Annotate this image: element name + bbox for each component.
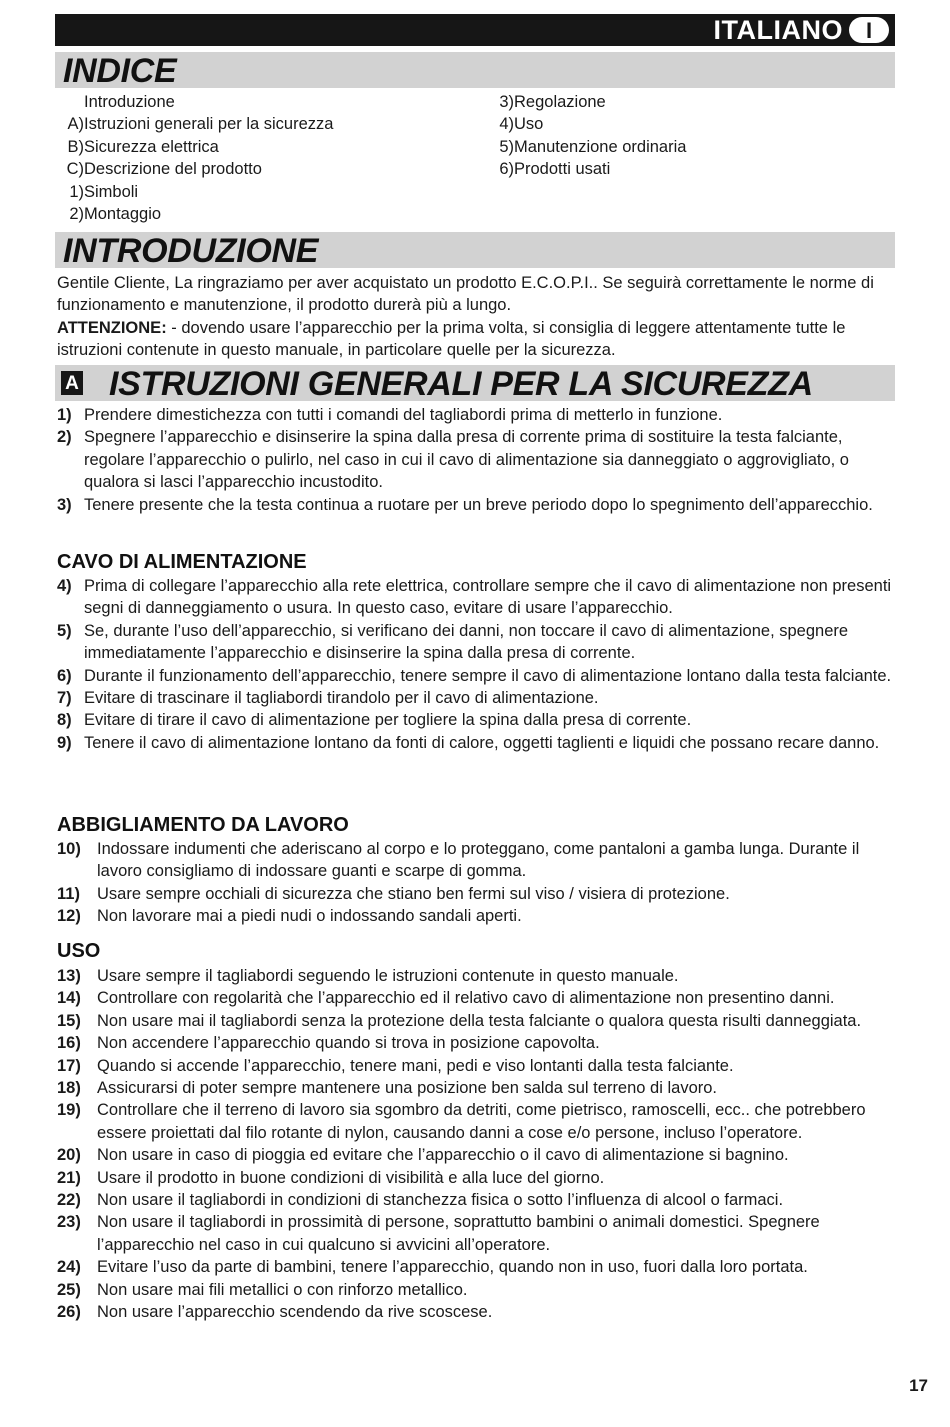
list-item xyxy=(57,575,905,620)
toc-entry xyxy=(56,136,333,158)
list-item-text: Non usare mai fili metallici o con rinforzo metallico. xyxy=(97,1280,468,1299)
toc-entry-label: Istruzioni generali per la sicurezza xyxy=(84,115,334,134)
list-item xyxy=(57,965,905,987)
list-item-text: Evitare di tirare il cavo di alimentazione per togliere la spina dalla presa di corrente. xyxy=(84,711,692,730)
list-item-number: 16) xyxy=(57,1034,81,1053)
list-item xyxy=(57,1279,905,1301)
list-item-number: 12) xyxy=(57,907,81,926)
toc-entry xyxy=(486,91,686,113)
list-item-number: 11) xyxy=(57,884,80,903)
toc-left-column xyxy=(56,91,333,225)
section-letter-badge: A xyxy=(61,371,83,395)
toc-entry xyxy=(486,158,686,180)
list-item xyxy=(57,1301,905,1323)
list-item-text: Non usare l’apparecchio scendendo da rive scoscese. xyxy=(97,1303,493,1322)
list-item-text: Controllare con regolarità che l’apparecchio ed il relativo cavo di alimentazione non presentino danni. xyxy=(97,989,835,1008)
introduzione-title: INTRODUZIONE xyxy=(63,232,319,270)
list-item-text: Usare sempre il tagliabordi seguendo le istruzioni contenute in questo manuale. xyxy=(97,967,679,985)
list-item-number: 4) xyxy=(57,577,72,595)
introduzione-header xyxy=(55,232,895,268)
list-item-text: Controllare che il terreno di lavoro sia sgombro da detriti, come pietrisco, ramoscelli, ecc.. che potrebbero essere proiettati dal filo rotante di nylon, causando danni a cose e/o persone, incluso l’operatore. xyxy=(97,1101,866,1142)
list-item-text: Assicurarsi di poter sempre mantenere una posizione ben salda sul terreno di lavoro. xyxy=(97,1079,717,1098)
list-item-text: Evitare l’uso da parte di bambini, tenere l’apparecchio, quando non in uso, fuori dalla loro portata. xyxy=(97,1258,808,1277)
toc-right-column xyxy=(486,91,686,181)
list-item xyxy=(57,838,905,883)
toc-entry-label: Montaggio xyxy=(84,204,162,223)
intro-paragraph xyxy=(57,272,902,362)
list-item-text: Non lavorare mai a piedi nudi o indossando sandali aperti. xyxy=(97,907,522,926)
list-item xyxy=(57,404,905,426)
list-item-text: Tenere presente che la testa continua a ruotare per un breve periodo dopo lo spegnimento dell’apparecchio. xyxy=(84,495,873,514)
sicurezza-title: ISTRUZIONI GENERALI PER LA SICUREZZA xyxy=(109,365,813,403)
toc-entry-label: Sicurezza elettrica xyxy=(84,137,219,156)
list-item xyxy=(57,426,905,493)
list-item-number: 22) xyxy=(57,1191,81,1210)
list-item-number: 14) xyxy=(57,989,81,1008)
list-item-number: 13) xyxy=(57,967,81,985)
list-item-number: 10) xyxy=(57,840,81,858)
uso-list xyxy=(57,965,905,1324)
intro-text: Gentile Cliente, La ringraziamo per aver acquistato un prodotto E.C.O.P.I.. Se seguirà correttamente le norme di funzionamento e manutenzione, il prodotto durerà più a lungo. xyxy=(57,274,874,315)
toc-entry-number: 3) xyxy=(499,93,514,111)
toc-entry-label: Simboli xyxy=(84,182,139,201)
abbigliamento-heading: ABBIGLIAMENTO DA LAVORO xyxy=(57,814,349,836)
indice-header xyxy=(55,52,895,88)
toc-entry-number: B) xyxy=(67,137,84,156)
toc-entry xyxy=(56,91,333,113)
list-item xyxy=(57,1256,905,1278)
list-item xyxy=(57,1144,905,1166)
list-item-number: 26) xyxy=(57,1303,81,1322)
abbigliamento-list xyxy=(57,838,905,928)
list-item-number: 2) xyxy=(57,428,72,447)
list-item-text: Durante il funzionamento dell’apparecchio, tenere sempre il cavo di alimentazione lontano dalla testa falciante. xyxy=(84,666,892,685)
list-item-number: 9) xyxy=(57,733,72,752)
list-item xyxy=(57,1077,905,1099)
list-item xyxy=(57,1167,905,1189)
list-item-text: Non usare il tagliabordi in prossimità di persone, soprattutto bambini o animali domestici. Spegnere l’apparecchio nel caso in cui qualcuno si avvicini all’operatore. xyxy=(97,1213,820,1254)
list-item xyxy=(57,1189,905,1211)
list-item-number: 18) xyxy=(57,1079,81,1098)
list-item-text: Non accendere l’apparecchio quando si trova in posizione capovolta. xyxy=(97,1034,600,1053)
list-item xyxy=(57,665,905,687)
list-item xyxy=(57,709,905,731)
list-item xyxy=(57,1055,905,1077)
toc-entry xyxy=(56,113,333,135)
attention-text: - dovendo usare l’apparecchio per la prima volta, si consiglia di leggere attentamente tutte le istruzioni contenute in questo manuale, in particolare quelle per la sicurezza. xyxy=(57,318,846,360)
list-item-text: Usare sempre occhiali di sicurezza che stiano ben fermi sul viso / visiera di protezione. xyxy=(97,884,730,903)
toc-entry-number: 1) xyxy=(69,182,84,201)
list-item-text: Non usare il tagliabordi in condizioni di stanchezza fisica o sotto l’influenza di alcool o farmaci. xyxy=(97,1191,784,1210)
list-item-number: 23) xyxy=(57,1213,81,1232)
list-item-text: Non usare in caso di pioggia ed evitare che l’apparecchio o il cavo di alimentazione si bagnino. xyxy=(97,1146,789,1165)
list-item-text: Quando si accende l’apparecchio, tenere mani, pedi e viso lontanti dalla testa falciante. xyxy=(97,1056,734,1075)
language-bar xyxy=(55,14,895,46)
list-item xyxy=(57,1010,905,1032)
uso-heading: USO xyxy=(57,940,101,962)
toc-entry xyxy=(486,136,686,158)
toc-entry xyxy=(486,113,686,135)
toc-entry-number: C) xyxy=(66,160,84,179)
list-item-number: 5) xyxy=(57,621,72,640)
list-item-number: 20) xyxy=(57,1146,81,1165)
list-item xyxy=(57,883,905,905)
toc-entry xyxy=(56,181,333,203)
toc-entry-number: 2) xyxy=(69,204,84,223)
page-number: 17 xyxy=(909,1376,928,1395)
toc-entry-label: Prodotti usati xyxy=(514,160,611,179)
list-item-number: 24) xyxy=(57,1258,81,1277)
list-item xyxy=(57,987,905,1009)
toc-entry-label: Descrizione del prodotto xyxy=(84,160,262,179)
list-item-number: 1) xyxy=(57,406,72,424)
language-label: ITALIANO xyxy=(713,15,843,45)
toc-entry-number: 6) xyxy=(499,160,514,179)
list-item-number: 8) xyxy=(57,711,72,730)
list-item-text: Usare il prodotto in buone condizioni di visibilità e alla luce del giorno. xyxy=(97,1168,605,1187)
list-item-text: Prendere dimestichezza con tutti i comandi del tagliabordi prima di metterlo in funzione. xyxy=(84,406,723,424)
language-badge: I xyxy=(849,17,889,43)
list-item xyxy=(57,620,905,665)
toc-entry xyxy=(56,158,333,180)
toc-entry-number: 5) xyxy=(499,137,514,156)
toc-entry-label: Regolazione xyxy=(514,93,606,111)
list-item xyxy=(57,687,905,709)
list-item-text: Evitare di trascinare il tagliabordi tirandolo per il cavo di alimentazione. xyxy=(84,689,599,708)
toc-entry-label: Uso xyxy=(514,115,544,134)
list-item xyxy=(57,1211,905,1256)
toc-entry-label: Introduzione xyxy=(84,93,175,111)
toc-entry-label: Manutenzione ordinaria xyxy=(514,137,687,156)
list-item-text: Indossare indumenti che aderiscano al corpo e lo proteggano, come pantaloni a gamba lunga. Durante il lavoro consigliamo di indossare guanti e scarpe di gomma. xyxy=(97,840,860,881)
list-item xyxy=(57,494,905,516)
list-item-number: 25) xyxy=(57,1280,81,1299)
list-item-text: Non usare mai il tagliabordi senza la protezione della testa falciante o qualora questa risulti danneggiata. xyxy=(97,1011,862,1030)
list-item-number: 7) xyxy=(57,689,72,708)
list-item xyxy=(57,1032,905,1054)
list-item-number: 19) xyxy=(57,1101,81,1120)
toc-entry xyxy=(56,203,333,225)
list-item-number: 6) xyxy=(57,666,72,685)
cavo-list xyxy=(57,575,905,754)
sicurezza-header xyxy=(55,365,895,401)
list-item-number: 3) xyxy=(57,495,72,514)
list-item xyxy=(57,732,905,754)
list-item-number: 21) xyxy=(57,1168,81,1187)
attention-label: ATTENZIONE: xyxy=(57,318,167,337)
sicurezza-list xyxy=(57,404,905,516)
list-item xyxy=(57,1099,905,1144)
cavo-heading: CAVO DI ALIMENTAZIONE xyxy=(57,551,307,573)
list-item-text: Tenere il cavo di alimentazione lontano da fonti di calore, oggetti taglienti e liquidi che possano recare danno. xyxy=(84,733,880,752)
list-item-number: 17) xyxy=(57,1056,81,1075)
list-item-text: Spegnere l’apparecchio e disinserire la spina dalla presa di corrente prima di sostituire la testa falciante, regolare l’apparecchio o pulirlo, nel caso in cui il cavo di alimentazione sia danneggiato o aggrovigliato, o qualora si lasci l’apparecchio incustodito. xyxy=(84,428,849,492)
toc-entry-number: 4) xyxy=(499,115,514,134)
list-item-number: 15) xyxy=(57,1011,81,1030)
list-item-text: Prima di collegare l’apparecchio alla rete elettrica, controllare sempre che il cavo di alimentazione non presenti segni di danneggiamento o usura. In questo caso, evitare di usare l’apparecchio. xyxy=(84,577,892,618)
toc-entry-number: A) xyxy=(67,115,84,134)
list-item xyxy=(57,905,905,927)
list-item-text: Se, durante l’uso dell’apparecchio, si verificano dei danni, non toccare il cavo di alimentazione, spegnere immediatamente l’apparecchio e disinserire la spina dalla presa di corrente. xyxy=(84,621,849,663)
indice-title: INDICE xyxy=(63,52,177,90)
